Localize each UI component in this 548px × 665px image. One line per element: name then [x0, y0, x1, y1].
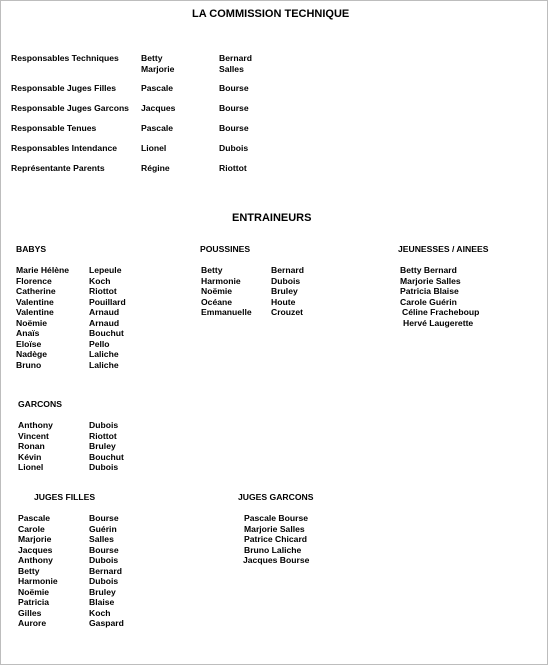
name-first: Bruno [16, 359, 42, 370]
name-first: Anthony [18, 420, 53, 430]
jeunesses-names [400, 265, 479, 328]
name-first: Marjorie [18, 534, 52, 544]
jeunesses-header: JEUNESSES / AINEES [398, 244, 489, 254]
commission-role: Responsable Tenues [11, 123, 97, 133]
name-last: Koch [89, 275, 111, 286]
name-first: Kévin [18, 451, 42, 462]
commission-first-name: Jacques [141, 103, 176, 113]
commission-first-name: Marjorie [141, 63, 175, 74]
name-last: Dubois [89, 555, 119, 565]
name-first: Jacques [18, 544, 53, 555]
name-last: Dubois [89, 462, 119, 472]
name-last: Bernard [271, 265, 304, 275]
commission-role: Responsables Techniques [11, 53, 119, 63]
name-first: Carole [18, 523, 45, 534]
juges-filles-header: JUGES FILLES [34, 492, 96, 502]
name-full: Marjorie Salles [244, 523, 305, 534]
garcons-first-names [18, 420, 53, 473]
name-first: Emmanuelle [201, 307, 252, 317]
commission-role: Responsable Juges Filles [11, 83, 117, 93]
name-last: Pello [89, 338, 110, 349]
poussines-last-names [271, 265, 304, 318]
juges-filles-first-names [18, 513, 58, 629]
name-last: Laliche [89, 359, 119, 370]
name-first: Vincent [18, 430, 49, 441]
commission-role: Représentante Parents [11, 163, 105, 173]
name-first: Gilles [18, 607, 42, 618]
commission-first-name: Pascale [141, 123, 174, 133]
name-last: Bouchut [89, 328, 124, 338]
name-first: Noëmie [18, 586, 50, 597]
name-full: Patricia Blaise [400, 286, 459, 296]
name-first: Noëmie [16, 317, 48, 328]
name-first: Aurore [18, 618, 47, 628]
entraineurs-title: ENTRAINEURS [232, 212, 312, 224]
name-last: Riottot [89, 286, 117, 296]
name-full: Patrice Chicard [244, 534, 308, 544]
name-last: Dubois [89, 576, 119, 586]
name-first: Valentine [16, 296, 54, 307]
name-last: Dubois [89, 420, 119, 430]
name-last: Lepeule [89, 265, 122, 275]
commission-last-name: Bourse [219, 103, 249, 113]
name-first: Eloïse [16, 338, 42, 349]
commission-role: Responsable Juges Garcons [11, 103, 129, 113]
name-first: Betty [18, 565, 40, 576]
name-full: Marjorie Salles [400, 275, 461, 286]
commission-title: LA COMMISSION TECHNIQUE [192, 8, 350, 20]
name-last: Bourse [89, 544, 119, 555]
name-first: Valentine [16, 307, 54, 317]
name-last: Bruley [89, 441, 116, 451]
commission-role: Responsables Intendance [11, 143, 118, 153]
name-first: Anaïs [16, 328, 40, 338]
name-first: Marie Hélène [16, 265, 70, 275]
name-first: Anthony [18, 555, 53, 565]
name-full: Bruno Laliche [244, 544, 302, 555]
name-full: Jacques Bourse [243, 555, 310, 565]
name-first: Catherine [16, 286, 56, 296]
name-last: Bruley [89, 586, 116, 597]
name-full: Hervé Laugerette [403, 317, 474, 328]
name-first: Lionel [18, 462, 44, 472]
name-last: Bernard [89, 565, 122, 576]
juges-filles-last-names [89, 513, 124, 629]
poussines-first-names [201, 265, 252, 318]
babys-first-names [16, 265, 69, 370]
commission-first-name: Pascale [141, 83, 174, 93]
name-last: Dubois [271, 275, 301, 286]
name-last: Gaspard [89, 618, 124, 628]
garcons-last-names [89, 420, 124, 473]
name-first: Pascale [18, 513, 51, 523]
babys-header: BABYS [16, 244, 47, 254]
commission-last-name: Bernard [219, 53, 252, 63]
name-last: Arnaud [89, 317, 120, 328]
commission-last-name: Dubois [219, 143, 249, 153]
juges-garcons-header: JUGES GARCONS [238, 492, 314, 502]
name-last: Salles [89, 534, 114, 544]
commission-last-name: Salles [219, 63, 244, 74]
name-first: Ronan [18, 441, 45, 451]
name-full: Betty Bernard [400, 265, 457, 275]
name-first: Nadège [16, 349, 48, 359]
name-first: Patricia [18, 597, 50, 607]
commission-last-name: Bourse [219, 83, 249, 93]
name-last: Riottot [89, 430, 117, 441]
name-first: Océane [201, 296, 233, 307]
name-first: Florence [16, 275, 52, 286]
name-first: Noëmie [201, 286, 233, 296]
commission-last-name: Bourse [219, 123, 249, 133]
name-full: Carole Guérin [400, 296, 457, 307]
name-last: Bouchut [89, 451, 124, 462]
name-last: Guérin [89, 523, 117, 534]
name-last: Arnaud [89, 307, 120, 317]
name-first: Betty [201, 265, 223, 275]
commission-first-name: Régine [141, 163, 170, 173]
commission-first-name: Betty [141, 53, 163, 63]
name-last: Bourse [89, 513, 119, 523]
name-last: Blaise [89, 597, 115, 607]
name-last: Laliche [89, 349, 119, 359]
babys-last-names [89, 265, 126, 370]
name-last: Houte [271, 296, 296, 307]
name-first: Harmonie [18, 576, 58, 586]
poussines-header: POUSSINES [200, 244, 251, 254]
name-last: Bruley [271, 286, 298, 296]
garcons-header: GARCONS [18, 399, 62, 409]
name-full: Pascale Bourse [244, 513, 309, 523]
name-last: Crouzet [271, 307, 303, 317]
name-full: Céline Fracheboup [402, 307, 480, 317]
juges-garcons-names [244, 513, 309, 566]
commission-first-name: Lionel [141, 143, 167, 153]
name-last: Pouillard [89, 296, 126, 307]
commission-last-name: Riottot [219, 163, 247, 173]
name-last: Koch [89, 607, 111, 618]
name-first: Harmonie [201, 275, 241, 286]
